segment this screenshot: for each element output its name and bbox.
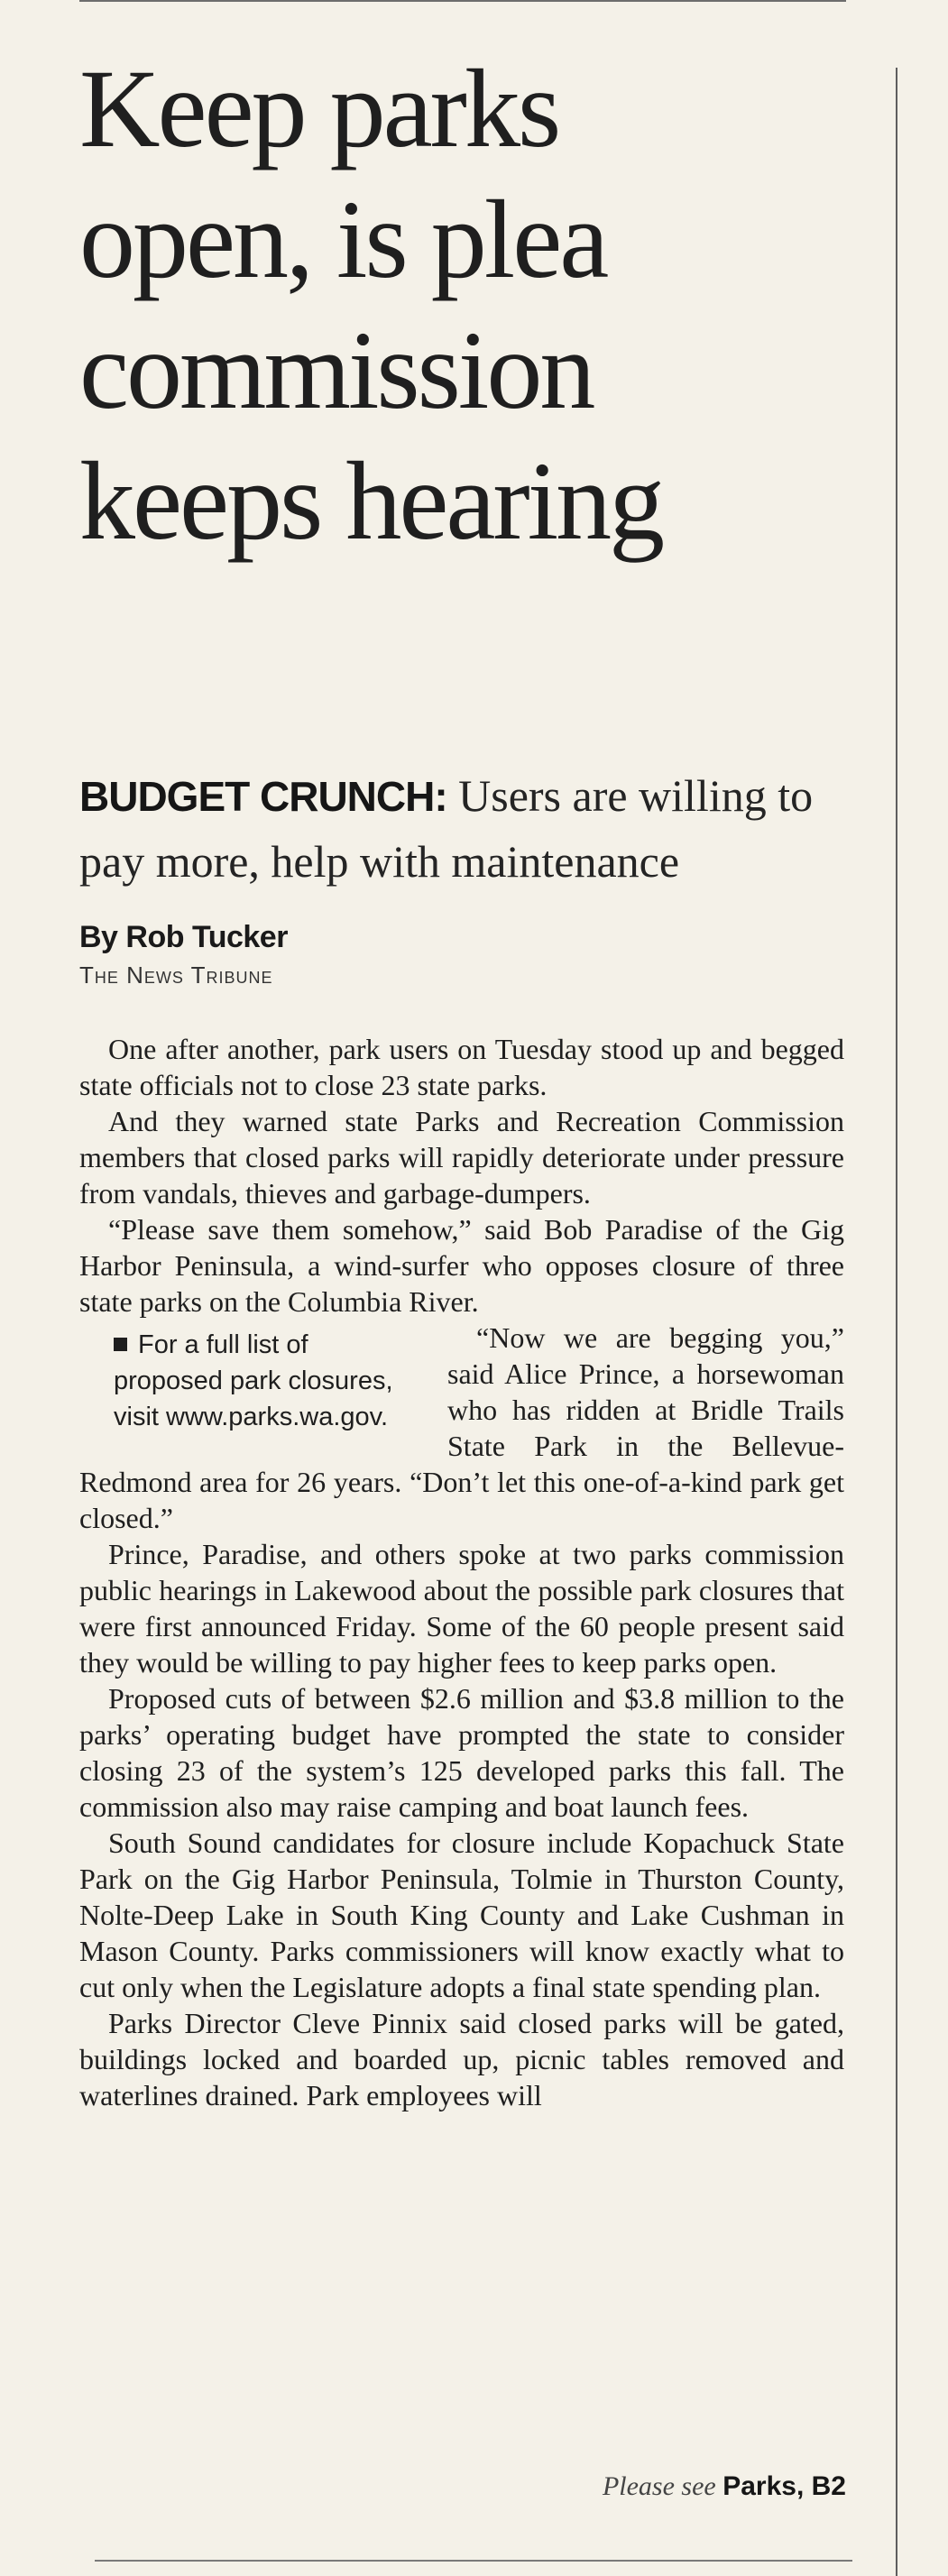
headline-line: keeps hearing — [79, 439, 663, 563]
column-rule — [896, 68, 897, 2576]
jump-see: Please see — [602, 2471, 716, 2501]
paragraph: Prince, Paradise, and others spoke at two parks commission public hearings in Lakewood about the possible park closures that were first announced Friday. Some of the 60 people present said they would be willing to pay higher fees to keep parks open. — [79, 1538, 844, 1679]
top-rule — [79, 0, 846, 2]
headline-line: open, is plea — [79, 178, 607, 301]
paragraph: “Please save them somehow,” said Bob Paradise of the Gig Harbor Peninsula, a wind-surfer who opposes closure of three state parks on the Columbia River. — [79, 1213, 844, 1318]
byline: By Rob Tucker — [79, 920, 288, 954]
sidebar-text: For a full list of proposed park closures, visit www.parks.wa.gov. — [114, 1330, 393, 1431]
jump-reference: Parks, B2 — [723, 2471, 846, 2501]
jump-line — [603, 2471, 846, 2502]
deck-kicker: BUDGET CRUNCH: — [79, 773, 447, 820]
deck-text: Users are willing to pay more, help with maintenance — [79, 770, 814, 887]
headline-line: Keep parks — [79, 47, 559, 170]
paragraph: South Sound candidates for closure include Kopachuck State Park on the Gig Harbor Peninsula, Tolmie in Thurston County, Nolte-Deep Lake in South King County and Lake Cushman in Mason County. Parks commissioners will know exactly what to cut only when the Legislature adopts a final state spending plan. — [79, 1826, 844, 2003]
deck — [79, 763, 873, 894]
paragraph: Proposed cuts of between $2.6 million and $3.8 million to the parks’ operating budget have prompted the state to consider closing 23 of the system’s 125 developed parks this fall. The commission also may raise camping and boat launch fees. — [79, 1682, 844, 1823]
paragraph: “Now we are begging you,” said Alice Prince, a horsewoman who has ridden at Bridle Trails State Park in the Bellevue-Redmond area for 26 years. “Don’t let this one-of-a-kind park get closed.” — [79, 1321, 844, 1534]
bullet-square-icon — [114, 1338, 127, 1351]
headline — [79, 43, 873, 566]
paragraph: Parks Director Cleve Pinnix said closed parks will be gated, buildings locked and boarded up, picnic tables removed and waterlines drained. Park employees will — [79, 2007, 844, 2111]
headline-line: commission — [79, 308, 594, 432]
bottom-rule — [95, 2560, 852, 2562]
paragraph: And they warned state Parks and Recreation Commission members that closed parks will rapidly deteriorate under pressure from vandals, thieves and garbage-dumpers. — [79, 1105, 844, 1210]
affiliation: The News Tribune — [79, 961, 273, 989]
article-body — [79, 1031, 844, 2113]
sidebar-note — [79, 1327, 420, 1435]
paragraph: One after another, park users on Tuesday stood up and begged state officials not to close 23 state parks. — [79, 1033, 844, 1101]
